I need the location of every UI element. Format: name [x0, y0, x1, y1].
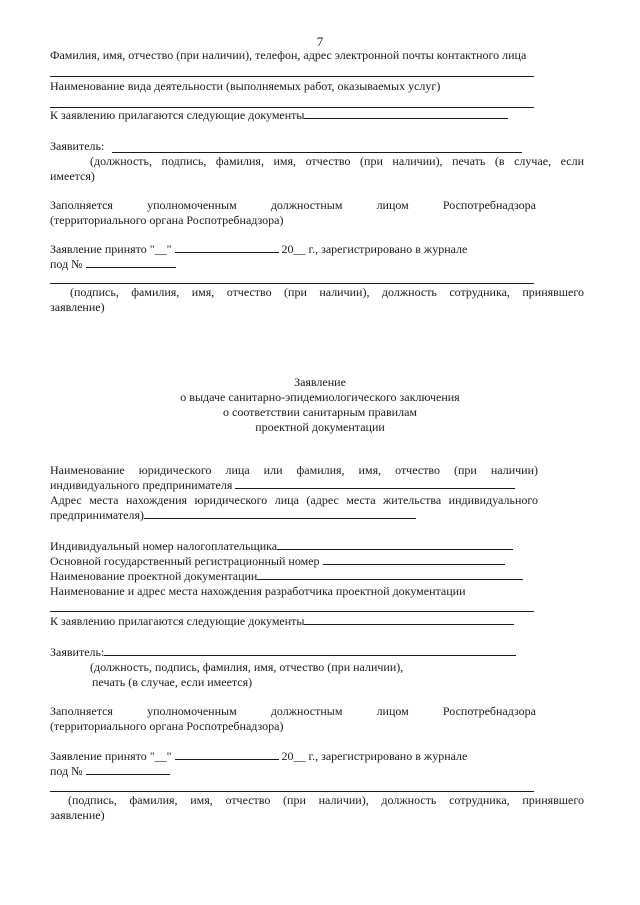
filled-by-line2: (территориального органа Роспотребнадзора) — [50, 213, 284, 227]
under-number-2-label: под № — [50, 764, 83, 778]
heading-line2: о выдаче санитарно-эпидемиологического заключения — [180, 390, 460, 404]
contact-person-label: Фамилия, имя, отчество (при наличии), телефон, адрес электронной почты контактного лица — [50, 48, 527, 62]
contact-person-field[interactable] — [50, 76, 534, 77]
inn-field[interactable] — [277, 539, 513, 550]
applicant-note-line1: (должность, подпись, фамилия, имя, отчество (при наличии), печать (в случае, если — [90, 154, 584, 168]
applicant-note-line2: имеется) — [50, 169, 95, 183]
received-2-year: 20__ г., зарегистрировано в журнале — [281, 749, 468, 763]
signature-note-line2: заявление) — [50, 300, 105, 314]
attached-docs-2-field[interactable] — [304, 614, 514, 625]
signature-note-line1: (подпись, фамилия, имя, отчество (при наличии), должность сотрудника, принявшего — [70, 285, 584, 299]
applicant-2-note-line2: печать (в случае, если имеется) — [92, 675, 253, 689]
filled-by-2-line2: (территориального органа Роспотребнадзора) — [50, 719, 284, 733]
inn-line — [50, 539, 513, 554]
ogrn-line — [50, 554, 505, 569]
legal-name-text: индивидуального предпринимателя — [50, 478, 233, 492]
under-number-label: под № — [50, 257, 83, 271]
heading-line3: о соответствии санитарным правилам — [223, 405, 417, 419]
address-field[interactable] — [144, 508, 416, 519]
received-line — [50, 242, 467, 257]
legal-name-line2 — [50, 478, 515, 493]
address-text: предпринимателя) — [50, 508, 144, 522]
filled-by-2-line1: Заполняется уполномоченным должностным лицом Роспотребнадзора — [50, 704, 536, 718]
signature-field[interactable] — [50, 283, 534, 284]
attached-docs-field[interactable] — [304, 108, 508, 119]
register-number-2-field[interactable] — [86, 764, 170, 775]
applicant-2-line — [50, 645, 516, 660]
heading-line4: проектной документации — [255, 420, 385, 434]
inn-label: Индивидуальный номер налогоплательщика — [50, 539, 278, 553]
attached-docs-2-text: К заявлению прилагаются следующие документы — [50, 614, 305, 628]
developer-line: Наименование и адрес места нахождения разработчика проектной документации — [50, 584, 466, 598]
project-name-field[interactable] — [257, 569, 523, 580]
applicant-field[interactable] — [112, 152, 522, 153]
received-date-field[interactable] — [175, 242, 279, 253]
legal-name-line1: Наименование юридического лица или фамилия, имя, отчество (при наличии) — [50, 463, 538, 477]
signature-2-field[interactable] — [50, 791, 534, 792]
filled-by-line1: Заполняется уполномоченным должностным лицом Роспотребнадзора — [50, 198, 536, 212]
applicant-label — [50, 139, 104, 154]
applicant-2-field[interactable] — [104, 645, 516, 656]
project-name-label: Наименование проектной документации — [50, 569, 258, 583]
applicant-text: Заявитель: — [50, 139, 105, 153]
address-line2 — [50, 508, 416, 523]
heading-line1: Заявление — [294, 375, 346, 389]
attached-docs-text: К заявлению прилагаются следующие документы — [50, 108, 305, 122]
received-year: 20__ г., зарегистрировано в журнале — [281, 242, 468, 256]
legal-name-field[interactable] — [235, 478, 515, 489]
under-number-2-line — [50, 764, 170, 779]
received-2-prefix: Заявление принято "__" — [50, 749, 172, 763]
signature-2-note-line1: (подпись, фамилия, имя, отчество (при наличии), должность сотрудника, принявшего — [68, 793, 584, 807]
received-prefix: Заявление принято "__" — [50, 242, 172, 256]
ogrn-label: Основной государственный регистрационный номер — [50, 554, 320, 568]
page-number: 7 — [316, 34, 324, 49]
applicant-2-text: Заявитель: — [50, 645, 105, 659]
attached-docs-label — [50, 108, 508, 123]
developer-field[interactable] — [50, 611, 534, 612]
project-name-line — [50, 569, 523, 584]
register-number-field[interactable] — [86, 257, 176, 268]
applicant-2-note-line1: (должность, подпись, фамилия, имя, отчество (при наличии), — [90, 660, 404, 674]
ogrn-field[interactable] — [323, 554, 505, 565]
activity-type-label: Наименование вида деятельности (выполняемых работ, оказываемых услуг) — [50, 79, 441, 93]
received-2-line — [50, 749, 467, 764]
address-line1: Адрес места нахождения юридического лица (адрес места жительства индивидуального — [50, 493, 538, 507]
received-2-date-field[interactable] — [175, 749, 279, 760]
attached-docs-2-line — [50, 614, 514, 629]
under-number-line — [50, 257, 176, 272]
signature-2-note-line2: заявление) — [50, 808, 105, 822]
